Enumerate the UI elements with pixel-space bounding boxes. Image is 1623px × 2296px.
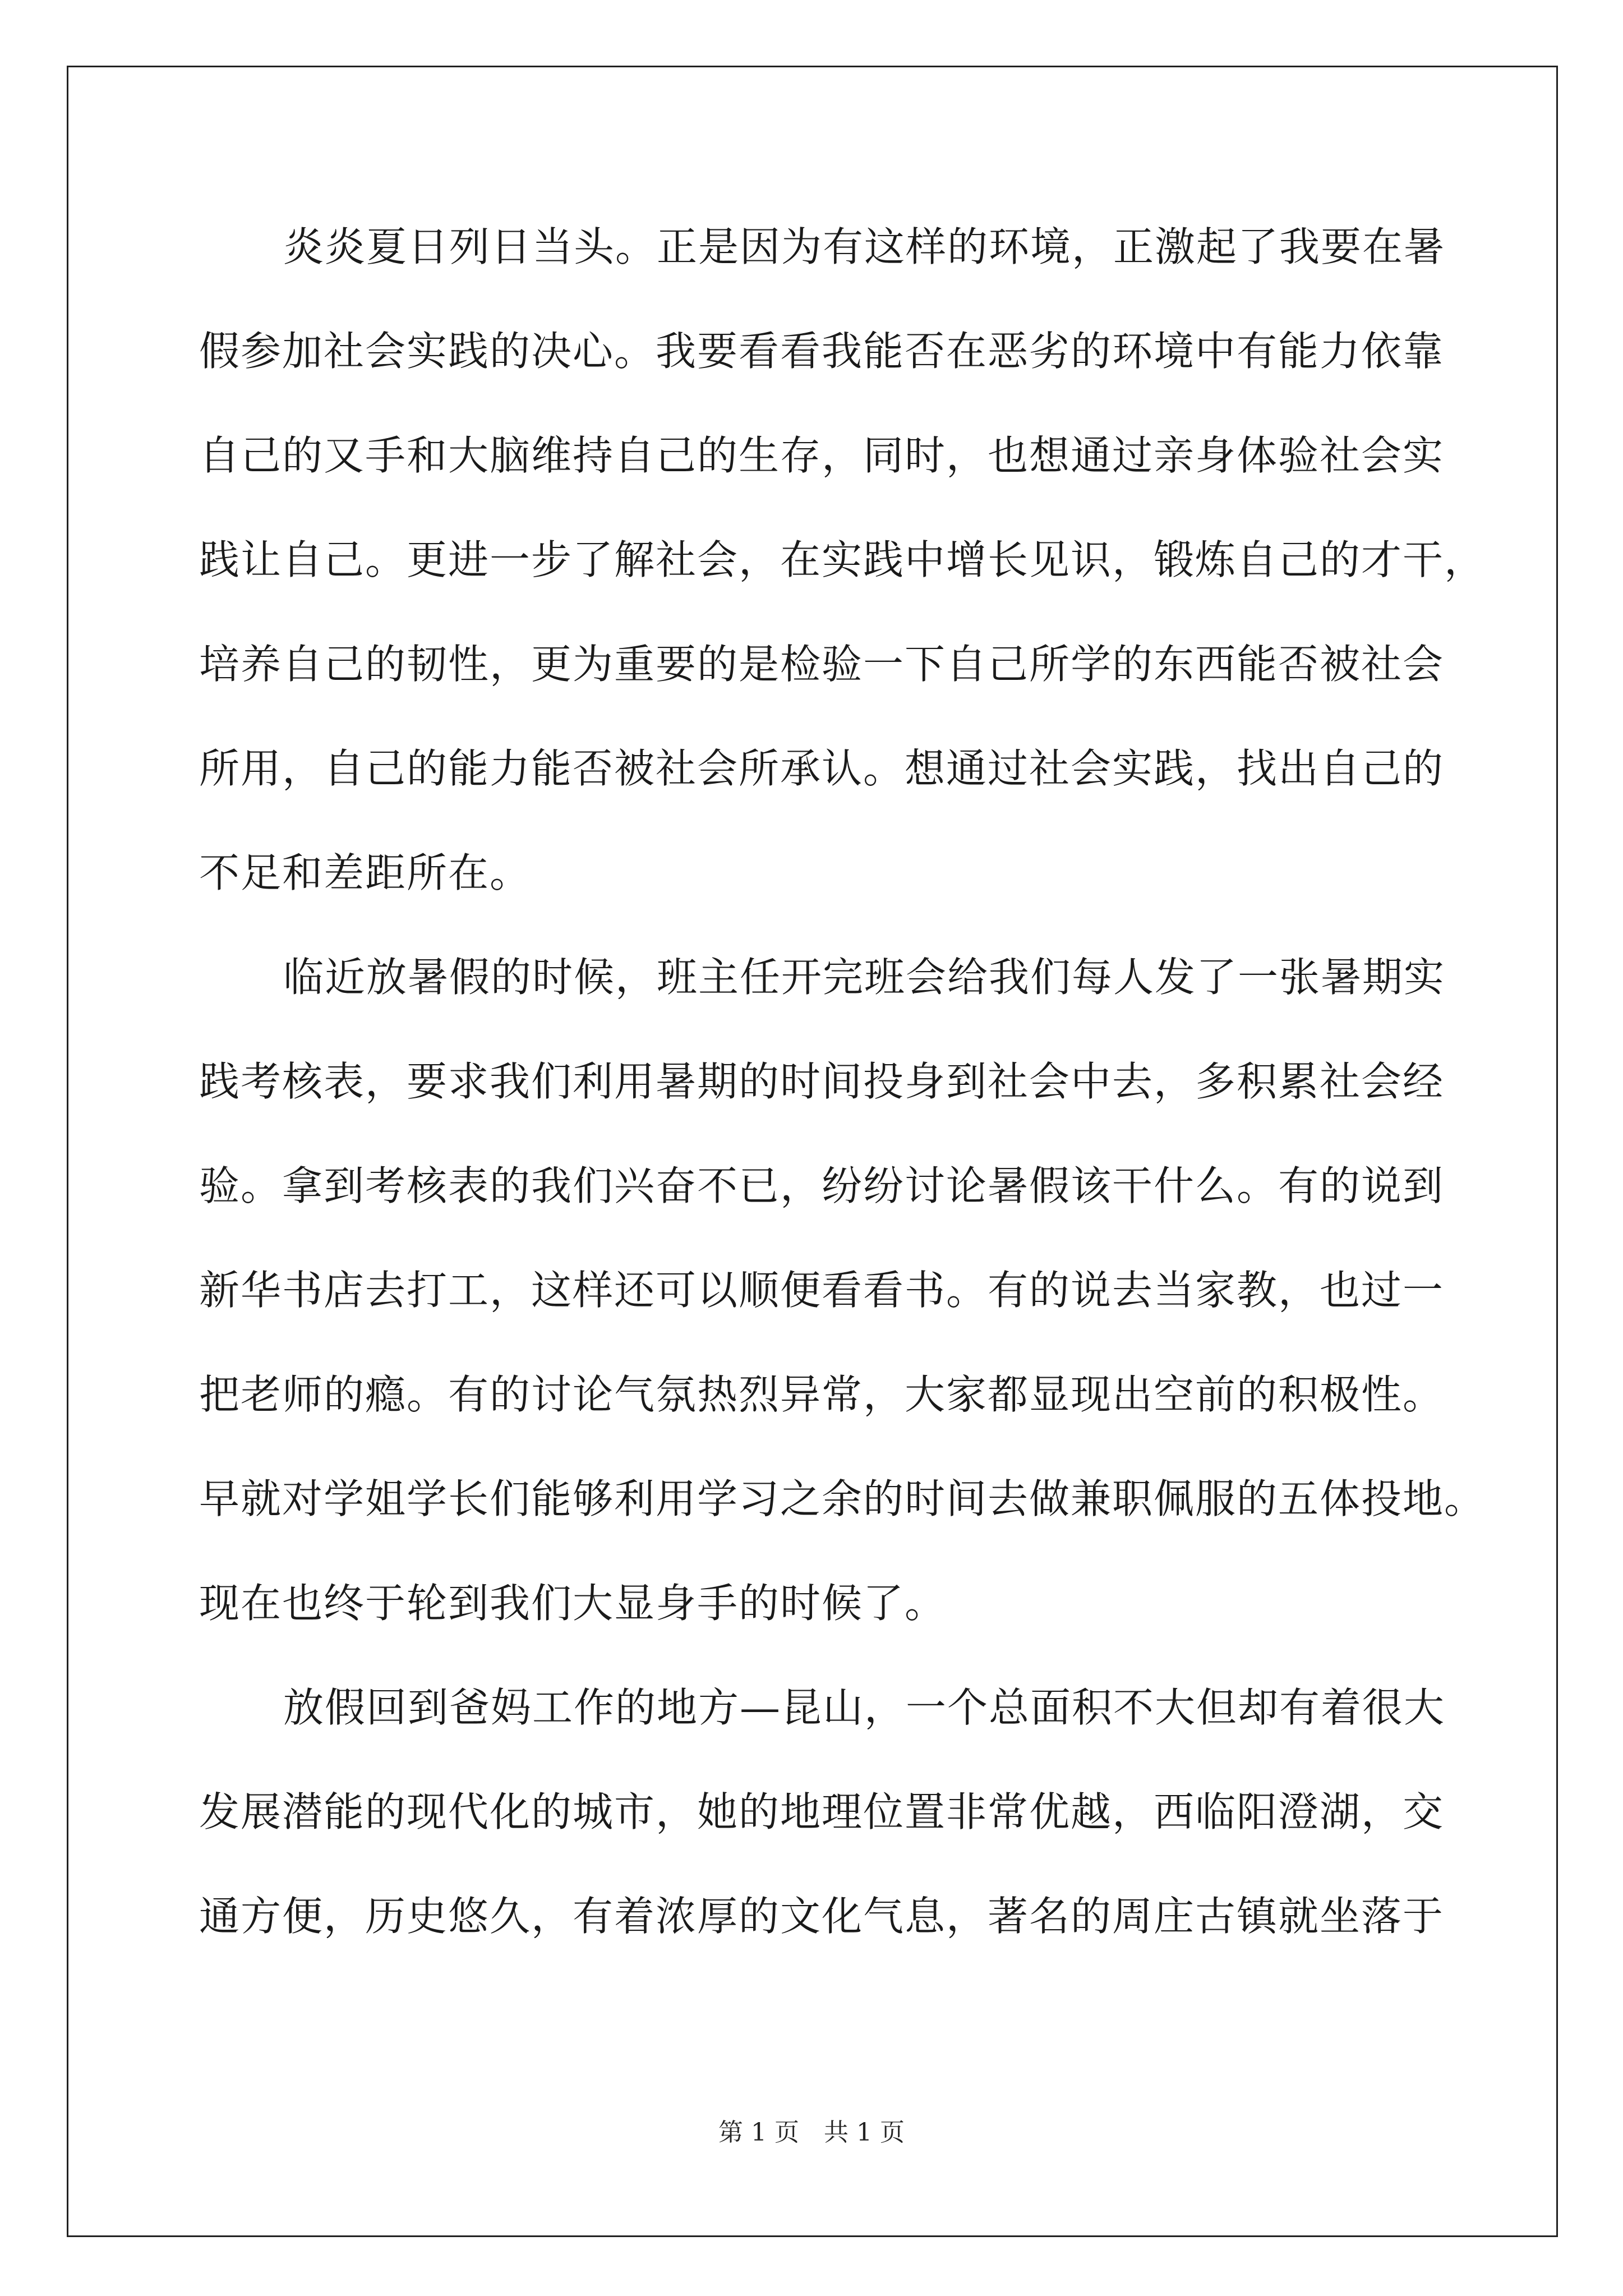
paragraph-line: 临近放暑假的时候，班主任开完班会给我们每人发了一张暑期实 (283, 954, 1446, 1001)
paragraph-line: 践考核表，要求我们利用暑期的时间投身到社会中去，多积累社会经 (199, 1058, 1445, 1105)
paragraph-line: 不足和差距所在。 (199, 849, 532, 896)
paragraph-line: 自己的又手和大脑维持自己的生存，同时，也想通过亲身体验社会实 (199, 432, 1445, 479)
paragraph-line: 把老师的瘾。有的讨论气氛热烈异常，大家都显现出空前的积极性。 (199, 1371, 1445, 1418)
paragraph-line: 炎炎夏日列日当头。正是因为有这样的环境，正激起了我要在暑 (283, 223, 1446, 270)
paragraph-line: 培养自己的韧性，更为重要的是检验一下自己所学的东西能否被社会 (199, 641, 1445, 688)
paragraph-line: 发展潜能的现代化的城市，她的地理位置非常优越，西临阳澄湖，交 (199, 1788, 1445, 1835)
paragraph-line: 通方便，历史悠久，有着浓厚的文化气息，著名的周庄古镇就坐落于 (199, 1893, 1445, 1940)
paragraph-line: 现在也终于轮到我们大显身手的时候了。 (199, 1580, 947, 1627)
paragraph-line: 新华书店去打工，这样还可以顺便看看书。有的说去当家教，也过一 (199, 1267, 1445, 1314)
paragraph-line: 所用，自己的能力能否被社会所承认。想通过社会实践，找出自己的 (199, 745, 1445, 792)
paragraph-line: 放假回到爸妈工作的地方—昆山，一个总面积不大但却有着很大 (283, 1684, 1446, 1731)
paragraph-line: 验。拿到考核表的我们兴奋不已，纷纷讨论暑假该干什么。有的说到 (199, 1162, 1445, 1209)
paragraph-line: 践让自己。更进一步了解社会，在实践中增长见识，锻炼自己的才干， (199, 536, 1486, 583)
page-number-footer: 第 1 页 共 1 页 (718, 2118, 905, 2147)
paragraph-line: 早就对学姐学长们能够利用学习之余的时间去做兼职佩服的五体投地。 (199, 1475, 1486, 1522)
paragraph-line: 假参加社会实践的决心。我要看看我能否在恶劣的环境中有能力依靠 (199, 328, 1445, 375)
